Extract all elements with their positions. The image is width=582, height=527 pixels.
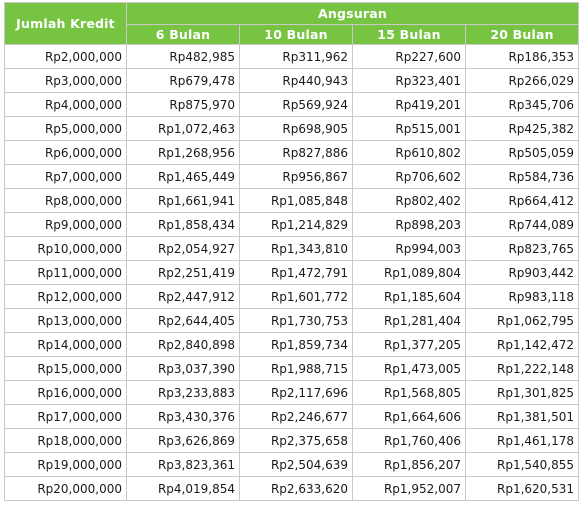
cell-jumlah-kredit: Rp10,000,000 (5, 237, 127, 261)
cell-15-bulan: Rp227,600 (353, 45, 466, 69)
header-period-6: 6 Bulan (127, 24, 240, 45)
header-angsuran: Angsuran (127, 3, 579, 25)
installment-table (4, 2, 579, 501)
cell-10-bulan: Rp956,867 (240, 165, 353, 189)
cell-20-bulan: Rp1,301,825 (466, 381, 579, 405)
table-row (5, 213, 579, 237)
table-row (5, 69, 579, 93)
table-row (5, 165, 579, 189)
cell-10-bulan: Rp311,962 (240, 45, 353, 69)
header-period-10: 10 Bulan (240, 24, 353, 45)
cell-15-bulan: Rp1,377,205 (353, 333, 466, 357)
cell-10-bulan: Rp2,246,677 (240, 405, 353, 429)
cell-15-bulan: Rp610,802 (353, 141, 466, 165)
cell-jumlah-kredit: Rp20,000,000 (5, 477, 127, 501)
cell-10-bulan: Rp1,472,791 (240, 261, 353, 285)
cell-6-bulan: Rp1,268,956 (127, 141, 240, 165)
cell-10-bulan: Rp1,988,715 (240, 357, 353, 381)
cell-15-bulan: Rp1,952,007 (353, 477, 466, 501)
cell-15-bulan: Rp802,402 (353, 189, 466, 213)
table-body (5, 45, 579, 501)
cell-20-bulan: Rp345,706 (466, 93, 579, 117)
cell-15-bulan: Rp1,473,005 (353, 357, 466, 381)
cell-10-bulan: Rp2,375,658 (240, 429, 353, 453)
table-row (5, 357, 579, 381)
cell-15-bulan: Rp994,003 (353, 237, 466, 261)
cell-20-bulan: Rp744,089 (466, 213, 579, 237)
cell-jumlah-kredit: Rp16,000,000 (5, 381, 127, 405)
cell-20-bulan: Rp1,620,531 (466, 477, 579, 501)
table-row (5, 141, 579, 165)
table-header (5, 3, 579, 45)
table-row (5, 93, 579, 117)
cell-10-bulan: Rp698,905 (240, 117, 353, 141)
cell-10-bulan: Rp440,943 (240, 69, 353, 93)
cell-20-bulan: Rp903,442 (466, 261, 579, 285)
cell-15-bulan: Rp1,856,207 (353, 453, 466, 477)
cell-15-bulan: Rp1,568,805 (353, 381, 466, 405)
cell-15-bulan: Rp323,401 (353, 69, 466, 93)
cell-10-bulan: Rp1,859,734 (240, 333, 353, 357)
cell-20-bulan: Rp1,062,795 (466, 309, 579, 333)
cell-20-bulan: Rp823,765 (466, 237, 579, 261)
cell-15-bulan: Rp515,001 (353, 117, 466, 141)
cell-10-bulan: Rp2,117,696 (240, 381, 353, 405)
cell-20-bulan: Rp266,029 (466, 69, 579, 93)
cell-10-bulan: Rp827,886 (240, 141, 353, 165)
cell-jumlah-kredit: Rp4,000,000 (5, 93, 127, 117)
cell-15-bulan: Rp1,281,404 (353, 309, 466, 333)
cell-20-bulan: Rp1,142,472 (466, 333, 579, 357)
cell-10-bulan: Rp1,601,772 (240, 285, 353, 309)
cell-jumlah-kredit: Rp3,000,000 (5, 69, 127, 93)
table-row (5, 333, 579, 357)
cell-20-bulan: Rp186,353 (466, 45, 579, 69)
cell-10-bulan: Rp1,730,753 (240, 309, 353, 333)
table-row (5, 261, 579, 285)
cell-6-bulan: Rp3,823,361 (127, 453, 240, 477)
header-period-15: 15 Bulan (353, 24, 466, 45)
cell-15-bulan: Rp706,602 (353, 165, 466, 189)
table-row (5, 477, 579, 501)
cell-20-bulan: Rp1,381,501 (466, 405, 579, 429)
cell-6-bulan: Rp2,840,898 (127, 333, 240, 357)
cell-jumlah-kredit: Rp7,000,000 (5, 165, 127, 189)
cell-jumlah-kredit: Rp6,000,000 (5, 141, 127, 165)
table-row (5, 309, 579, 333)
header-row-group (5, 3, 579, 25)
cell-jumlah-kredit: Rp9,000,000 (5, 213, 127, 237)
cell-jumlah-kredit: Rp11,000,000 (5, 261, 127, 285)
cell-6-bulan: Rp2,644,405 (127, 309, 240, 333)
cell-6-bulan: Rp1,661,941 (127, 189, 240, 213)
cell-jumlah-kredit: Rp8,000,000 (5, 189, 127, 213)
table-row (5, 405, 579, 429)
cell-6-bulan: Rp679,478 (127, 69, 240, 93)
cell-10-bulan: Rp2,504,639 (240, 453, 353, 477)
cell-15-bulan: Rp419,201 (353, 93, 466, 117)
cell-jumlah-kredit: Rp13,000,000 (5, 309, 127, 333)
cell-jumlah-kredit: Rp5,000,000 (5, 117, 127, 141)
cell-20-bulan: Rp664,412 (466, 189, 579, 213)
cell-jumlah-kredit: Rp19,000,000 (5, 453, 127, 477)
cell-20-bulan: Rp983,118 (466, 285, 579, 309)
cell-jumlah-kredit: Rp15,000,000 (5, 357, 127, 381)
table-row (5, 453, 579, 477)
cell-20-bulan: Rp584,736 (466, 165, 579, 189)
cell-15-bulan: Rp1,664,606 (353, 405, 466, 429)
cell-jumlah-kredit: Rp17,000,000 (5, 405, 127, 429)
header-period-20: 20 Bulan (466, 24, 579, 45)
table-row (5, 189, 579, 213)
cell-20-bulan: Rp1,540,855 (466, 453, 579, 477)
cell-15-bulan: Rp1,185,604 (353, 285, 466, 309)
cell-20-bulan: Rp425,382 (466, 117, 579, 141)
cell-15-bulan: Rp898,203 (353, 213, 466, 237)
table-row (5, 429, 579, 453)
cell-6-bulan: Rp1,072,463 (127, 117, 240, 141)
cell-6-bulan: Rp3,626,869 (127, 429, 240, 453)
cell-10-bulan: Rp569,924 (240, 93, 353, 117)
cell-6-bulan: Rp1,858,434 (127, 213, 240, 237)
cell-6-bulan: Rp2,054,927 (127, 237, 240, 261)
table-row (5, 117, 579, 141)
cell-jumlah-kredit: Rp2,000,000 (5, 45, 127, 69)
cell-10-bulan: Rp2,633,620 (240, 477, 353, 501)
cell-10-bulan: Rp1,343,810 (240, 237, 353, 261)
cell-10-bulan: Rp1,085,848 (240, 189, 353, 213)
cell-6-bulan: Rp875,970 (127, 93, 240, 117)
cell-15-bulan: Rp1,760,406 (353, 429, 466, 453)
table-row (5, 45, 579, 69)
cell-6-bulan: Rp4,019,854 (127, 477, 240, 501)
cell-6-bulan: Rp3,233,883 (127, 381, 240, 405)
table-row (5, 381, 579, 405)
cell-jumlah-kredit: Rp18,000,000 (5, 429, 127, 453)
cell-jumlah-kredit: Rp14,000,000 (5, 333, 127, 357)
header-jumlah-kredit: Jumlah Kredit (5, 3, 127, 45)
cell-6-bulan: Rp1,465,449 (127, 165, 240, 189)
cell-15-bulan: Rp1,089,804 (353, 261, 466, 285)
cell-20-bulan: Rp505,059 (466, 141, 579, 165)
cell-6-bulan: Rp3,430,376 (127, 405, 240, 429)
cell-6-bulan: Rp2,447,912 (127, 285, 240, 309)
cell-6-bulan: Rp3,037,390 (127, 357, 240, 381)
cell-20-bulan: Rp1,461,178 (466, 429, 579, 453)
cell-20-bulan: Rp1,222,148 (466, 357, 579, 381)
cell-6-bulan: Rp2,251,419 (127, 261, 240, 285)
cell-10-bulan: Rp1,214,829 (240, 213, 353, 237)
table-row (5, 285, 579, 309)
cell-jumlah-kredit: Rp12,000,000 (5, 285, 127, 309)
cell-6-bulan: Rp482,985 (127, 45, 240, 69)
table-row (5, 237, 579, 261)
